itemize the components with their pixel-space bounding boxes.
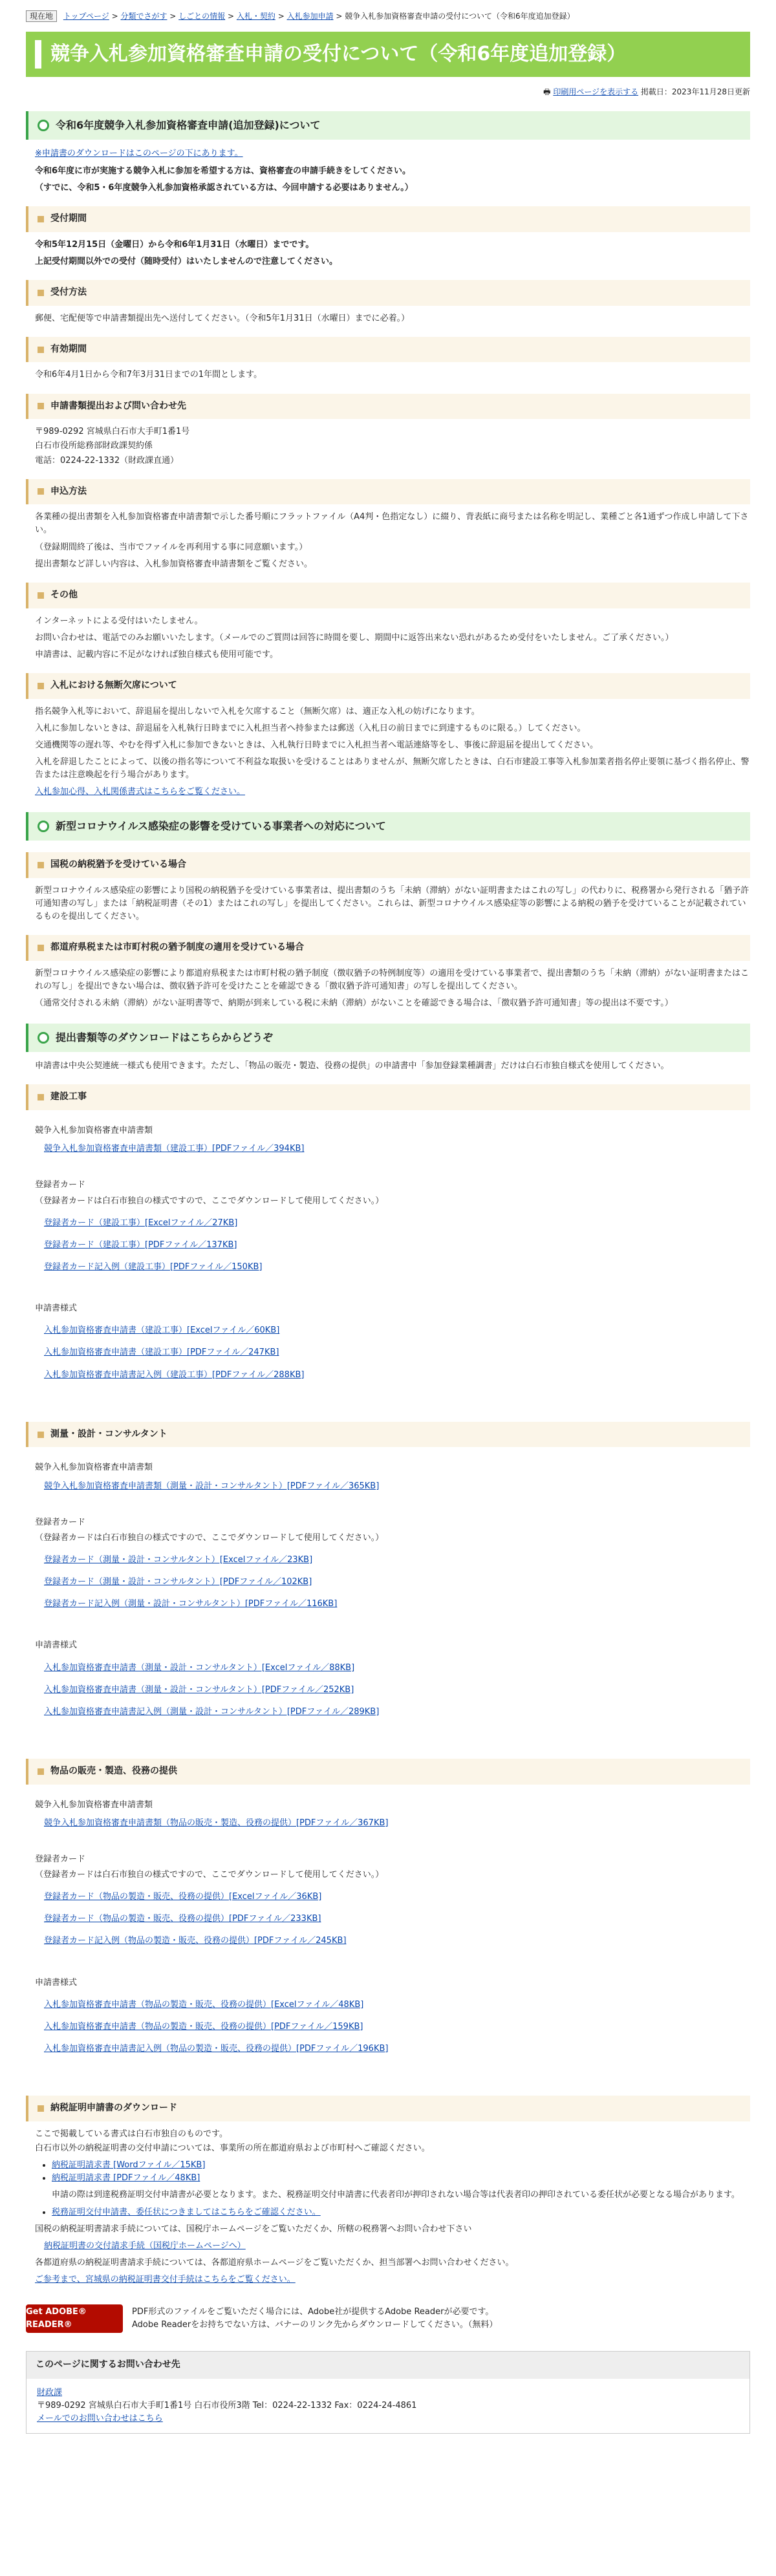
download-link[interactable]: 登録者カード（物品の製造・販売、役務の提供）[Excelファイル／36KB] [44,1892,322,1902]
paragraph: 提出書類など詳しい内容は、入札参加資格審査申請書類をご覧ください。 [35,559,313,569]
download-link[interactable]: 入札参加資格審査申請書（建設工事）[Excelファイル／60KB] [44,1326,280,1336]
group-label: 申請書様式 [35,1304,78,1314]
section-heading [26,1024,750,1053]
square-icon [38,1768,44,1775]
paragraph: 各都道府県の納税証明書請求手続については、各都道府県ホームページをご覧いただくか、担当部署へお問い合わせください。 [35,2258,514,2268]
paragraph: （登録期間終了後は、当市でファイルを再利用する事に同意願います。） [35,542,308,552]
breadcrumb-link[interactable]: 入札・契約 [236,12,275,21]
square-icon [38,488,44,495]
page-title-bar [26,32,750,78]
paragraph: 令和6年4月1日から令和7年3月31日までの1年間とします。 [35,370,263,380]
nta-link[interactable]: 納税証明書の交付請求手続（国税庁ホームページへ） [44,2240,246,2251]
subsection-title: 有効期間 [50,343,87,354]
section-heading [26,111,750,140]
download-link[interactable]: 競争入札参加資格審査申請書類（建設工事）[PDFファイル／394KB] [44,1144,305,1154]
paragraph: 入札に参加しないときは、辞退届を入札執行日時までに入札担当者へ持参または郵送（入札日の前日までに到達するものに限る。）してください。 [35,723,586,733]
paragraph: お問い合わせは、電話でのみお願いいたします。（メールでのご質問は回答に時間を要し、期間中に返答出来ない恐れがあるため受付をいたしません。ご了承ください。） [35,632,674,643]
group-note: （登録者カードは白石市独自の様式ですので、ここでダウンロードして使用してください。） [35,1532,384,1543]
group-label: 申請書様式 [35,1977,78,1988]
tax-list-2 [52,2206,750,2219]
paragraph: 国税の納税証明書請求手続については、国税庁ホームページをご覧いただくか、所轄の税務署へお問い合わせ下さい [35,2224,472,2234]
download-link[interactable]: 競争入札参加資格審査申請書類（物品の販売・製造、役務の提供）[PDFファイル／367KB] [44,1818,389,1828]
dept-link[interactable]: 財政課 [37,2387,63,2398]
subsection-title: 受付期間 [50,213,87,224]
download-link[interactable]: 入札参加資格審査申請書（物品の製造・販売、役務の提供）[PDFファイル／159KB] [44,2021,363,2032]
paragraph: PDF形式のファイルをご覧いただく場合には、Adobe社が提供するAdobe Readerが必要です。 [132,2307,494,2317]
section-heading [26,812,750,841]
subsection-heading [26,1422,750,1448]
breadcrumb-link[interactable]: 入札参加申請 [286,12,334,21]
download-link[interactable]: 入札参加資格審査申請書記入例（測量・設計・コンサルタント）[PDFファイル／289KB] [44,1706,380,1717]
paragraph: 令和5年12月15日（金曜日）から令和6年1月31日（水曜日）までです。 [35,239,314,250]
tax-form-link[interactable]: 税務証明交付申請書、委任状につきましてはこちらをご確認ください。 [52,2207,321,2217]
circle-icon [38,1032,49,1044]
subsection-title: 入札における無断欠席について [50,680,177,691]
square-icon [38,216,44,222]
subsection-title: 物品の販売・製造、役務の提供 [50,1765,177,1776]
paragraph: 郵便、宅配便等で申請書類提出先へ送付してください。（令和5年1月31日（水曜日）までに必着。） [35,313,410,323]
subsection-heading [26,337,750,363]
paragraph: 各業種の提出書類を入札参加資格審査申請書類で示した番号順にフラットファイル（A4判・色指定なし）に綴り、背表紙に商号または名称を明記し、業種ごと各1通ずつ作成し申請して下さい。 [35,512,749,535]
square-icon [38,290,44,296]
download-link[interactable]: 登録者カード（建設工事）[Excelファイル／27KB] [44,1218,238,1228]
download-link[interactable]: 登録者カード（測量・設計・コンサルタント）[PDFファイル／102KB] [44,1577,312,1587]
group-label: 登録者カード [35,1517,86,1527]
page [26,0,750,2460]
subsection-heading [26,673,750,699]
contact-heading: このページに関するお問い合わせ先 [27,2352,749,2379]
square-icon [38,2105,44,2112]
print-link[interactable]: 印刷用ページを表示する [553,87,639,97]
page-meta [26,86,750,98]
download-link[interactable]: 登録者カード記入例（物品の製造・販売、役務の提供）[PDFファイル／245KB] [44,1936,347,1946]
subsection-title: 申請書類提出および問い合わせ先 [50,400,186,411]
breadcrumb-here: 現在地 [26,10,57,22]
contact-body [27,2379,749,2433]
list-item [52,2206,750,2219]
subsection-heading [26,583,750,608]
download-groups [26,1084,750,2084]
subsection-heading [26,852,750,878]
group-label: 申請書様式 [35,1640,78,1651]
subsection-heading [26,280,750,306]
subsection-title: 測量・設計・コンサルタント [50,1428,167,1439]
updated-date: 掲載日：2023年11月28日更新 [640,87,750,97]
group-label: 競争入札参加資格審査申請書類 [35,1463,153,1473]
download-link[interactable]: 登録者カード（物品の製造・販売、役務の提供）[PDFファイル／233KB] [44,1914,321,1924]
breadcrumb-link[interactable]: 分類でさがす [120,12,167,21]
paragraph: 入札を辞退したことによって、以後の指名等について不利益な取扱いを受けることはありませんが、無断欠席したときは、白石市建設工事等入札参加業者指名停止要領に基づく指名停止、警告または注意喚起を行う場合があります。 [35,757,749,780]
square-icon [38,683,44,689]
square-icon [38,1432,44,1438]
print-icon: 🖶 [543,87,551,97]
breadcrumb: 現在地 トップページ > 分類でさがす > しごとの情報 > 入札・契約 > 入札参加申請 > 競争入札参加資格審査申請の受付について（令和6年度追加登録） [26,10,750,23]
subsection-title: 国税の納税猶予を受けている場合 [50,859,186,870]
page-title: 競争入札参加資格審査申請の受付について（令和6年度追加登録） [50,42,627,65]
paragraph: 交通機関等の遅れ等、やむを得ず入札に参加できないときは、入札執行日時までに入札担当者へ電話連絡等をし、事後に辞退届を提出してください。 [35,740,599,750]
paragraph: Adobe Readerをお持ちでない方は、バナーのリンク先からダウンロードしてください。（無料） [132,2320,498,2330]
group-label: 登録者カード [35,1854,86,1864]
group-note: （登録者カードは白石市独自の様式ですので、ここでダウンロードして使用してください。） [35,1196,384,1206]
adobe-reader-button[interactable]: Get ADOBE® READER® [26,2304,123,2333]
miyagi-link[interactable]: ご参考まで、宮城県の納税証明書交付手続はこちらをご覧ください。 [35,2275,296,2285]
download-group [26,1422,750,1747]
tax-word-link[interactable]: 納税証明請求書 [Wordファイル／15KB] [52,2160,206,2171]
paragraph: 申請の際は到達税務証明交付申請書が必要となります。また、税務証明交付申請書に代表者印が押印されない場合等は代表者印の押印されている委任状が必要となる場合があります。 [52,2190,740,2200]
paragraph: 指名競争入札等において、辞退届を提出しないで入札を欠席すること（無断欠席）は、適正な入札の妨げになります。 [35,706,480,716]
breadcrumb-link[interactable]: トップページ [63,12,109,21]
address-line: 〒989-0292 宮城県白石市大手町1番1号 [35,427,190,437]
contact-box [26,2351,750,2434]
paragraph: 新型コロナウイルス感染症の影響により都道府県税または市町村税の猶予制度（徴収猶予の特例制度等）の適用を受けている事業者で、提出書類のうち「未納（滞納）がない証明書またはこれの写し」を提出できない場合は、徴収猶予許可を受けたことを確認できる「徴収猶予許可通知書」の写しを提出してください。 [35,969,749,992]
circle-icon [38,821,49,832]
mail-link[interactable]: メールでのお問い合わせはこちら [37,2414,163,2424]
contact-address: 〒989-0292 宮城県白石市大手町1番1号 白石市役所3階 Tel：0224-22-1332 Fax：0224-24-4861 [37,2401,417,2411]
paragraph: （すでに、令和5・6年度競争入札参加資格承認されている方は、今回申請する必要はありません。） [35,182,413,193]
subsection-heading [26,206,750,232]
square-icon [38,945,44,951]
subsection-title: 申込方法 [50,486,87,497]
paragraph: インターネットによる受付はいたしません。 [35,616,203,626]
download-link[interactable]: 入札参加資格審査申請書（建設工事）[PDFファイル／247KB] [44,1347,279,1358]
breadcrumb-link[interactable]: しごとの情報 [178,12,226,21]
adobe-text [132,2306,497,2332]
download-link[interactable]: 入札参加資格審査申請書（測量・設計・コンサルタント）[PDFファイル／252KB] [44,1684,354,1695]
subsection-title: 納税証明申請書のダウンロード [50,2103,177,2114]
group-label: 競争入札参加資格審査申請書類 [35,1126,153,1136]
square-icon [38,347,44,353]
paragraph: 申請書は中央公契連統一様式も使用できます。ただし、「物品の販売・製造、役務の提供」の申請書中「参加登録業種調書」だけは白石市独自様式を使用してください。 [35,1061,669,1071]
group-label: 競争入札参加資格審査申請書類 [35,1799,153,1810]
subsection-heading [26,1084,750,1110]
square-icon [38,592,44,599]
entry-guide-link[interactable]: 入札参加心得、入札関係書式はこちらをご覧ください。 [35,787,246,797]
list-item [52,2172,750,2185]
section-title: 提出書類等のダウンロードはこちらからどうぞ [56,1031,274,1044]
subsection-heading [26,1759,750,1785]
download-link[interactable]: 登録者カード記入例（建設工事）[PDFファイル／150KB] [44,1262,263,1272]
subsection-title: 受付方法 [50,286,87,297]
subsection-heading [26,935,750,961]
download-link[interactable]: 入札参加資格審査申請書（物品の製造・販売、役務の提供）[Excelファイル／48KB] [44,1999,364,2010]
paragraph: 令和6年度に市が実施する競争入札に参加を希望する方は、資格審査の申請手続きをしてください。 [35,166,411,176]
subsection-title: その他 [50,589,78,600]
subsection-heading [26,394,750,420]
download-link[interactable]: 入札参加資格審査申請書記入例（物品の製造・販売、役務の提供）[PDFファイル／196KB] [44,2044,389,2054]
download-group [26,1759,750,2084]
download-link[interactable]: 入札参加資格審査申請書記入例（建設工事）[PDFファイル／288KB] [44,1369,305,1380]
download-link[interactable]: 入札参加資格審査申請書（測量・設計・コンサルタント）[Excelファイル／88KB] [44,1662,355,1673]
square-icon [38,403,44,409]
download-anchor-link[interactable]: ※申請書のダウンロードはこのページの下にあります。 [35,149,243,159]
download-group [26,1084,750,1410]
subsection-title: 建設工事 [50,1091,87,1102]
section-title: 新型コロナウイルス感染症の影響を受けている事業者への対応について [56,819,386,832]
address-line: 電話：0224-22-1332（財政課直通） [35,455,179,466]
square-icon [38,862,44,868]
title-accent [35,40,41,69]
paragraph: ここで掲載している書式は白石市独自のものです。 [35,2129,228,2139]
group-note: （登録者カードは白石市独自の様式ですので、ここでダウンロードして使用してください。） [35,1870,384,1880]
list-item [52,2159,750,2172]
paragraph: 新型コロナウイルス感染症の影響により国税の納税猶予を受けている事業者は、提出書類のうち「未納（滞納）がない証明書またはこれの写し」の代わりに、税務署から発行される「猶予許可通知書の写し」または「納税証明書（その1）またはこれの写し」を提出してください。これらは、新型コロナウイルス感染症等の影響による納税の猶予を受けていることが記載されているものを提出してください。 [35,886,749,922]
group-label: 登録者カード [35,1180,86,1190]
tax-list [52,2159,750,2185]
tax-pdf-link[interactable]: 納税証明請求書 [PDFファイル／48KB] [52,2173,200,2184]
square-icon [38,1094,44,1100]
circle-icon [38,120,49,131]
section-title: 令和6年度競争入札参加資格審査申請(追加登録)について [56,118,321,131]
paragraph: 上記受付期間以外での受付（随時受付）はいたしませんので注意してください。 [35,256,338,266]
download-link[interactable]: 登録者カード記入例（測量・設計・コンサルタント）[PDFファイル／116KB] [44,1599,338,1609]
address-line: 白石市役所総務部財政課契約係 [35,441,153,451]
subsection-heading [26,479,750,505]
download-link[interactable]: 競争入札参加資格審査申請書類（測量・設計・コンサルタント）[PDFファイル／365KB] [44,1481,380,1491]
paragraph: 申請書は、記載内容に不足がなければ独自様式も使用可能です。 [35,649,278,660]
adobe-banner [26,2304,750,2333]
breadcrumb-current: 競争入札参加資格審査申請の受付について（令和6年度追加登録） [345,12,575,21]
subsection-title: 都道府県税または市町村税の猶予制度の適用を受けている場合 [50,942,304,953]
download-link[interactable]: 登録者カード（建設工事）[PDFファイル／137KB] [44,1240,237,1250]
download-link[interactable]: 登録者カード（測量・設計・コンサルタント）[Excelファイル／23KB] [44,1554,313,1565]
subsection-heading [26,2096,750,2121]
paragraph: 白石市以外の納税証明書の交付申請については、事業所の所在都道府県および市町村へご確認ください。 [35,2143,430,2154]
paragraph: （通常交付される未納（滞納）がない証明書等で、納期が到来している税に未納（滞納）がないことを確認できる場合は、「徴収猶予許可通知書」等の提出は不要です。） [35,998,673,1009]
